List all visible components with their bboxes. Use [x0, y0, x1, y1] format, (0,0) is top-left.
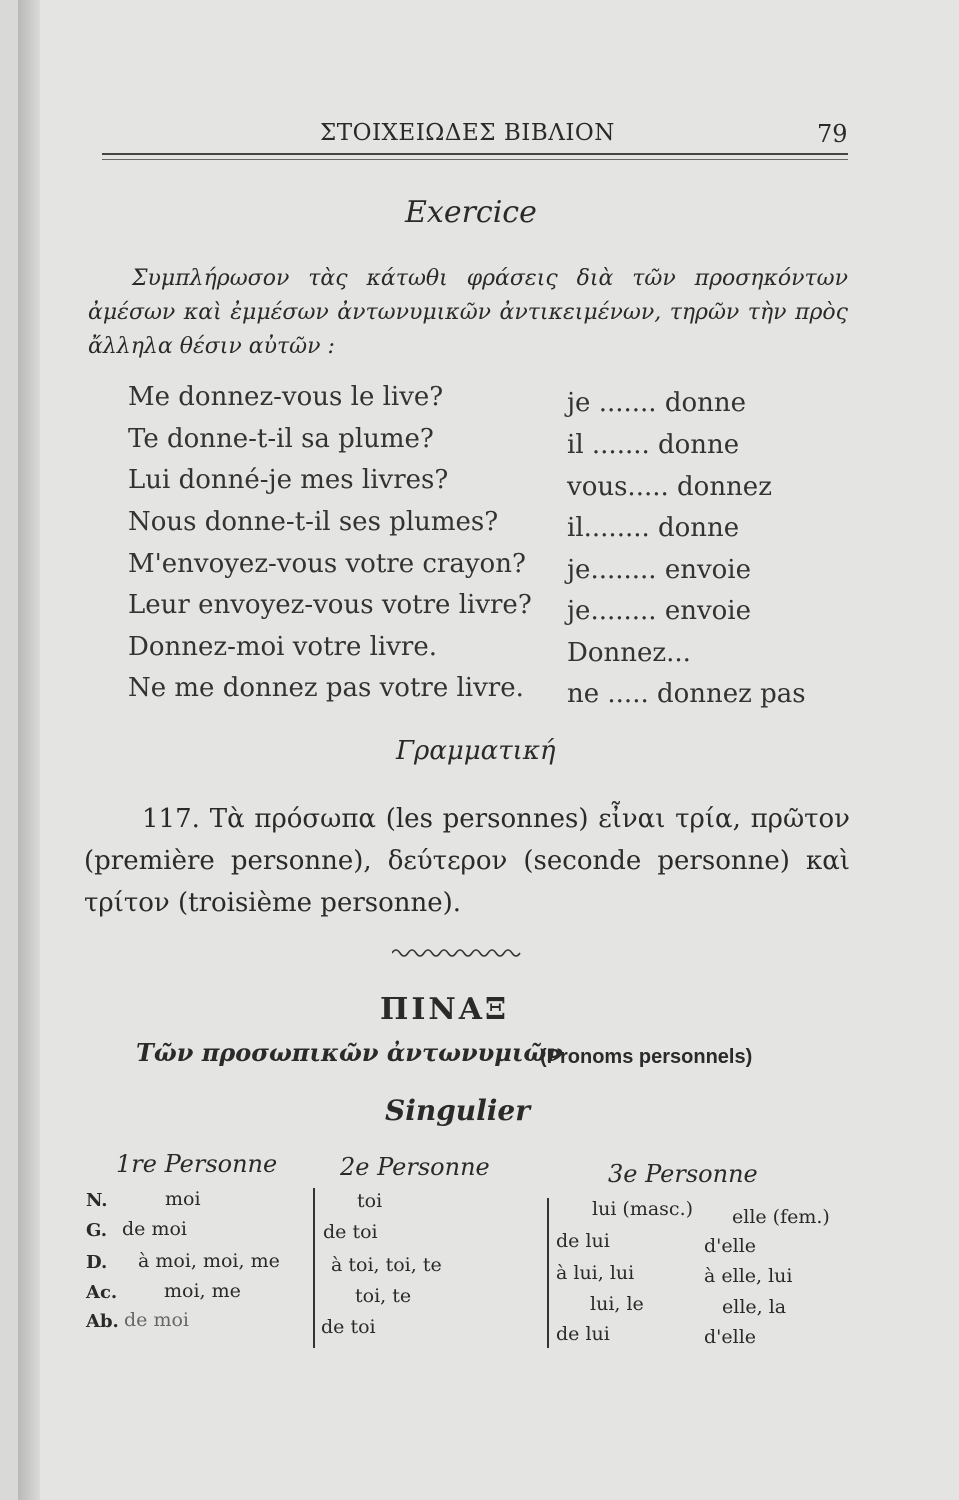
column-heading: 1re Personne — [116, 1150, 278, 1178]
table-column-rule — [547, 1198, 549, 1348]
grammar-title: Γραμματική — [396, 736, 556, 766]
first-person-cell: moi — [165, 1188, 201, 1210]
third-person-fem-cell: elle, la — [722, 1296, 787, 1318]
third-person-masc-cell: de lui — [556, 1323, 610, 1345]
paragraph-number: 117. — [142, 804, 200, 834]
running-head: ΣΤΟΙΧΕΙΩΔΕΣ ΒΙΒΛΙΟΝ — [320, 120, 615, 146]
exercise-question: Nous donne-t-il ses plumes? — [128, 507, 499, 537]
exercise-question: Te donne-t-il sa plume? — [128, 424, 434, 454]
header-rule-thin — [102, 159, 848, 160]
third-person-fem-cell: elle (fem.) — [732, 1206, 830, 1228]
page-number: 79 — [817, 120, 848, 148]
exercise-answer: vous..... donnez — [567, 472, 772, 502]
exercise-question: M'envoyez-vous votre crayon? — [128, 549, 526, 579]
third-person-masc-cell: de lui — [556, 1230, 610, 1252]
first-person-cell: de moi — [122, 1218, 187, 1240]
third-person-fem-cell: à elle, lui — [704, 1265, 793, 1287]
case-label: N. — [86, 1190, 108, 1211]
exercise-question: Leur envoyez-vous votre livre? — [128, 590, 532, 620]
exercise-question: Ne me donnez pas votre livre. — [128, 673, 524, 703]
exercise-answer: je........ envoie — [567, 555, 752, 585]
case-label: Ab. — [86, 1311, 119, 1332]
case-label: G. — [86, 1220, 107, 1241]
second-person-cell: de toi — [321, 1316, 376, 1338]
binding-shadow — [18, 0, 40, 1500]
exercise-answer: je ....... donne — [567, 388, 747, 418]
second-person-cell: à toi, toi, te — [331, 1254, 442, 1276]
grammar-paragraph — [84, 798, 850, 924]
first-person-cell: moi, me — [164, 1280, 241, 1302]
case-label: D. — [86, 1252, 108, 1273]
case-label: Ac. — [86, 1282, 118, 1303]
paragraph-text: Τὰ πρόσωπα (les personnes) εἶναι τρία, πρῶτον (première personne), δεύτερον (seconde personne) καὶ τρίτον (troisième personne). — [84, 804, 850, 918]
second-person-cell: de toi — [323, 1221, 378, 1243]
number-heading: Singulier — [385, 1094, 530, 1127]
exercise-answer: Donnez... — [567, 638, 691, 668]
column-heading: 2e Personne — [340, 1153, 490, 1181]
table-subtitle-french: (Pronoms personnels) — [540, 1046, 753, 1068]
exercise-question: Lui donné-je mes livres? — [128, 465, 449, 495]
second-person-cell: toi — [357, 1190, 383, 1212]
second-person-cell: toi, te — [355, 1285, 412, 1307]
exercise-question: Donnez-moi votre livre. — [128, 632, 438, 662]
third-person-masc-cell: lui (masc.) — [592, 1198, 694, 1220]
exercise-answer: il........ donne — [567, 513, 740, 543]
first-person-cell: à moi, moi, me — [138, 1250, 280, 1272]
exercise-answer: il ....... donne — [567, 430, 740, 460]
third-person-fem-cell: d'elle — [704, 1326, 757, 1348]
table-subtitle: Τῶν προσωπικῶν ἀντωνυμιῶν — [136, 1038, 563, 1067]
exercise-instructions: Συμπλήρωσον τὰς κάτωθι φράσεις διὰ τῶν προσηκόντων ἀμέσων καὶ ἐμμέσων ἀντωνυμικῶν ἀντικειμένων, τηρῶν τὴν πρὸς ἄλληλα θέσιν αὐτῶν : — [88, 266, 848, 359]
header-rule — [102, 153, 848, 155]
third-person-masc-cell: à lui, lui — [556, 1262, 635, 1284]
table-title: ΠΙΝΑΞ — [380, 992, 510, 1027]
exercise-answer: ne ..... donnez pas — [567, 679, 806, 709]
column-heading: 3e Personne — [608, 1160, 758, 1188]
exercise-answer: je........ envoie — [567, 596, 752, 626]
third-person-fem-cell: d'elle — [704, 1235, 757, 1257]
third-person-masc-cell: lui, le — [590, 1293, 644, 1315]
exercise-title: Exercice — [405, 195, 537, 230]
wavy-divider — [392, 946, 522, 960]
exercise-question: Me donnez-vous le live? — [128, 382, 444, 412]
first-person-cell: de moi — [124, 1309, 189, 1331]
table-column-rule — [313, 1188, 315, 1348]
